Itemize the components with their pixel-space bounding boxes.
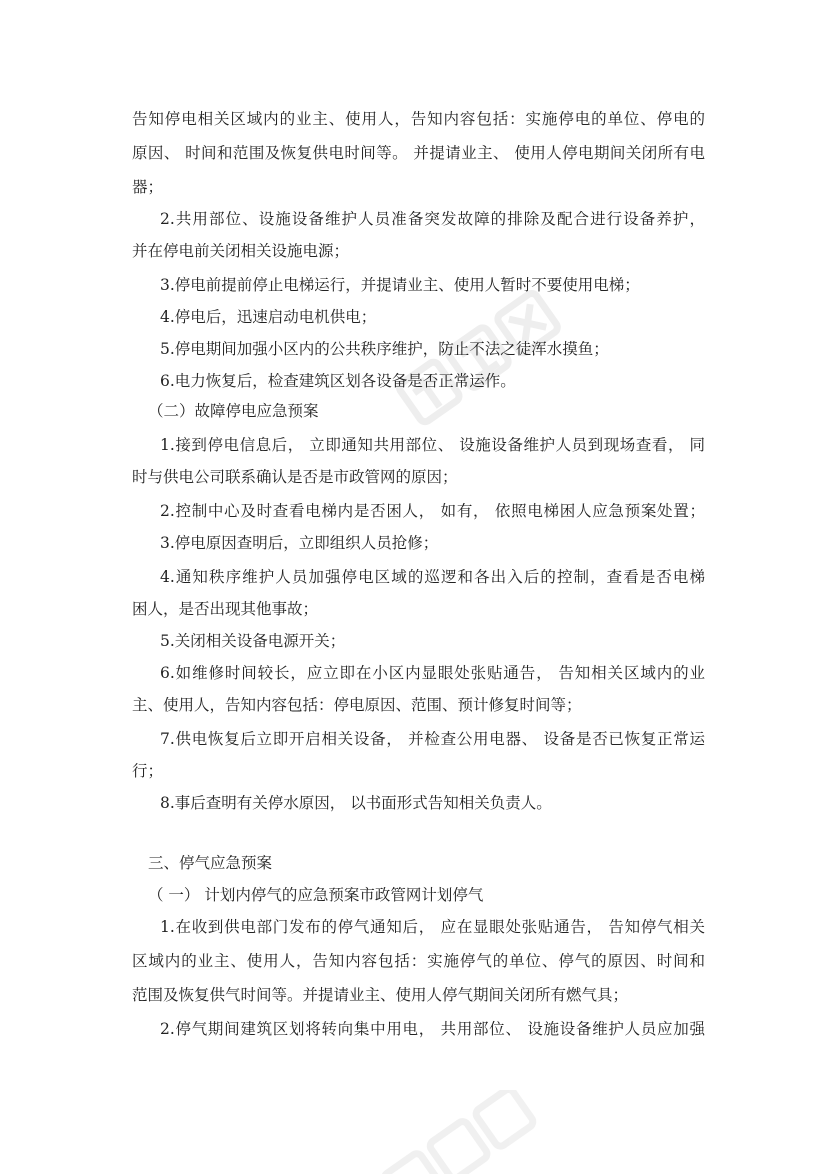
text-line: 时与供电公司联系确认是否是市政管网的原因； <box>132 468 458 486</box>
list-item: 5.关闭相关设备电源开关； <box>160 632 346 650</box>
text-line: 原因、 时间和范围及恢复供电时间等。 并提请业主、 使用人停电期间关闭所有电 <box>132 144 705 162</box>
list-item: 2.共用部位、设施设备维护人员准备突发故障的排除及配合进行设备养护， <box>160 210 705 228</box>
text-line: 主、使用人，告知内容包括：停电原因、范围、预计修复时间等； <box>132 696 582 714</box>
list-item: 8.事后查明有关停水原因， 以书面形式告知相关负责人。 <box>160 794 552 812</box>
list-item: 2.控制中心及时查看电梯内是否困人， 如有， 依照电梯困人应急预案处置； <box>160 502 705 520</box>
text-line: 范围及恢复供气时间等。并提请业主、使用人停气期间关闭所有燃气具； <box>132 986 629 1004</box>
section-heading: （二）故障停电应急预案 <box>148 402 319 420</box>
list-item: 4.停电后，迅速启动电机供电； <box>160 308 377 326</box>
watermark <box>360 1090 550 1174</box>
list-item: 1.在收到供电部门发布的停气通知后， 应在显眼处张贴通告， 告知停气相关 <box>160 918 705 936</box>
section-heading: 三、停气应急预案 <box>148 854 273 872</box>
list-item: 5.停电期间加强小区内的公共秩序维护，防止不法之徒浑水摸鱼； <box>160 340 609 358</box>
text-line: 行； <box>132 762 164 780</box>
list-item: 6.如维修时间较长，应立即在小区内显眼处张贴通告， 告知相关区域内的业 <box>160 664 705 682</box>
text-line: 区域内的业主、使用人，告知内容包括：实施停气的单位、停气的原因、时间和 <box>132 952 705 970</box>
text-line: 并在停电前关闭相关设施电源； <box>132 242 350 260</box>
list-item: 7.供电恢复后立即开启相关设备， 并检查公用电器、 设备是否已恢复正常运 <box>160 730 705 748</box>
list-item: 4.通知秩序维护人员加强停电区域的巡逻和各出入后的控制，查看是否电梯 <box>160 568 705 586</box>
list-item: 3.停电前提前停止电梯运行，并提请业主、使用人暂时不要使用电梯； <box>160 276 640 294</box>
text-line: 告知停电相关区域内的业主、使用人，告知内容包括：实施停电的单位、停电的 <box>132 110 705 128</box>
text-line: 器； <box>132 178 164 196</box>
list-item: 2.停气期间建筑区划将转向集中用电， 共用部位、 设施设备维护人员应加强 <box>160 1020 705 1038</box>
subsection-heading: （ 一） 计划内停气的应急预案市政管网计划停气 <box>148 886 484 904</box>
text-line: 困人，是否出现其他事故； <box>132 600 319 618</box>
list-item: 6.电力恢复后，检查建筑区划各设备是否正常运作。 <box>160 372 516 390</box>
list-item: 3.停电原因查明后，立即组织人员抢修； <box>160 534 439 552</box>
list-item: 1.接到停电信息后， 立即通知共用部位、 设施设备维护人员到现场查看， 同 <box>160 436 705 454</box>
